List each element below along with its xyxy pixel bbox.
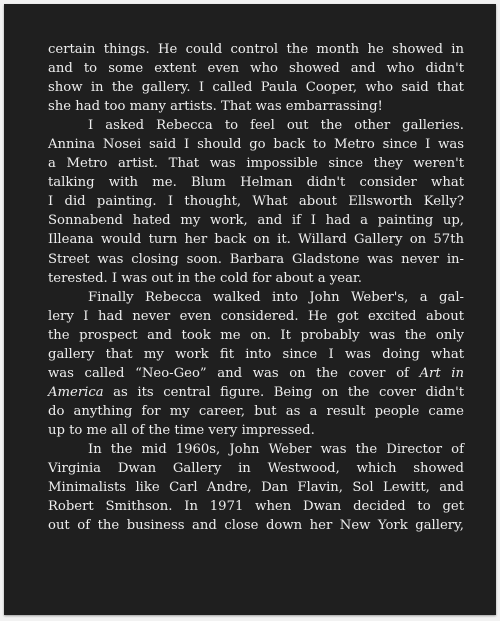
line-text: Sonnabend hated my work, and if I had a painting up,: [48, 213, 464, 229]
line-text: as its central figure. Being on the cover didn't: [103, 384, 464, 400]
text-line: [48, 288, 464, 307]
text-line: [48, 116, 464, 135]
line-text: was called “Neo-Geo” and was on the cover of: [48, 365, 420, 381]
line-text: out of the business and close down her New York gallery,: [48, 518, 464, 534]
text-line: [48, 269, 464, 288]
italic-title-text: America: [48, 384, 104, 400]
painted-text-block: [48, 40, 464, 535]
line-text: terested. I was out in the cold for about a year.: [48, 270, 362, 286]
text-line: [48, 345, 464, 364]
line-text: lery I had never even considered. He got excited about: [48, 308, 464, 324]
text-line: [48, 154, 464, 173]
line-text: show in the gallery. I called Paula Cooper, who said that: [48, 80, 464, 96]
text-line: [48, 230, 464, 249]
text-line: [48, 250, 464, 269]
line-text: gallery that my work fit into since I was doing what: [48, 346, 464, 362]
line-text: Virginia Dwan Gallery in Westwood, which showed: [48, 461, 464, 477]
line-text: Finally Rebecca walked into John Weber's, a gal-: [88, 289, 464, 305]
line-text: a Metro artist. That was impossible since they weren't: [48, 156, 464, 172]
text-line: [48, 421, 464, 440]
line-text: she had too many artists. That was embarrassing!: [48, 99, 383, 115]
italic-title-text: Art in: [419, 365, 465, 381]
line-text: In the mid 1960s, John Weber was the Director of: [88, 441, 464, 457]
line-text: I did painting. I thought, What about Ellsworth Kelly?: [48, 194, 464, 210]
text-line: [48, 59, 464, 78]
text-line: [48, 307, 464, 326]
line-text: do anything for my career, but as a result people came: [48, 403, 464, 419]
text-line: [48, 192, 464, 211]
text-line: [48, 402, 464, 421]
text-line: [48, 383, 464, 402]
text-line: [48, 440, 464, 459]
text-line: [48, 97, 464, 116]
text-line: [48, 459, 464, 478]
text-line: [48, 364, 464, 383]
line-text: Annina Nosei said I should go back to Metro since I was: [48, 137, 464, 153]
text-line: [48, 497, 464, 516]
text-line: [48, 516, 464, 535]
line-text: Robert Smithson. In 1971 when Dwan decided to get: [48, 499, 464, 515]
line-text: I asked Rebecca to feel out the other galleries.: [88, 118, 464, 134]
line-text: the prospect and took me on. It probably was the only: [48, 327, 464, 343]
line-text: Street was closing soon. Barbara Gladstone was never in-: [48, 251, 464, 267]
text-painting-canvas: [4, 4, 496, 615]
line-text: Minimalists like Carl Andre, Dan Flavin, Sol Lewitt, and: [48, 480, 464, 496]
text-line: [48, 40, 464, 59]
line-text: talking with me. Blum Helman didn't consider what: [48, 175, 464, 191]
line-text: Illeana would turn her back on it. Willard Gallery on 57th: [48, 232, 464, 248]
line-text: certain things. He could control the month he showed in: [48, 42, 464, 57]
text-line: [48, 211, 464, 230]
line-text: and to some extent even who showed and who didn't: [48, 61, 464, 77]
text-line: [48, 326, 464, 345]
text-line: [48, 173, 464, 192]
text-line: [48, 478, 464, 497]
line-text: up to me all of the time very impressed.: [48, 422, 315, 438]
text-line: [48, 78, 464, 97]
text-line: [48, 135, 464, 154]
